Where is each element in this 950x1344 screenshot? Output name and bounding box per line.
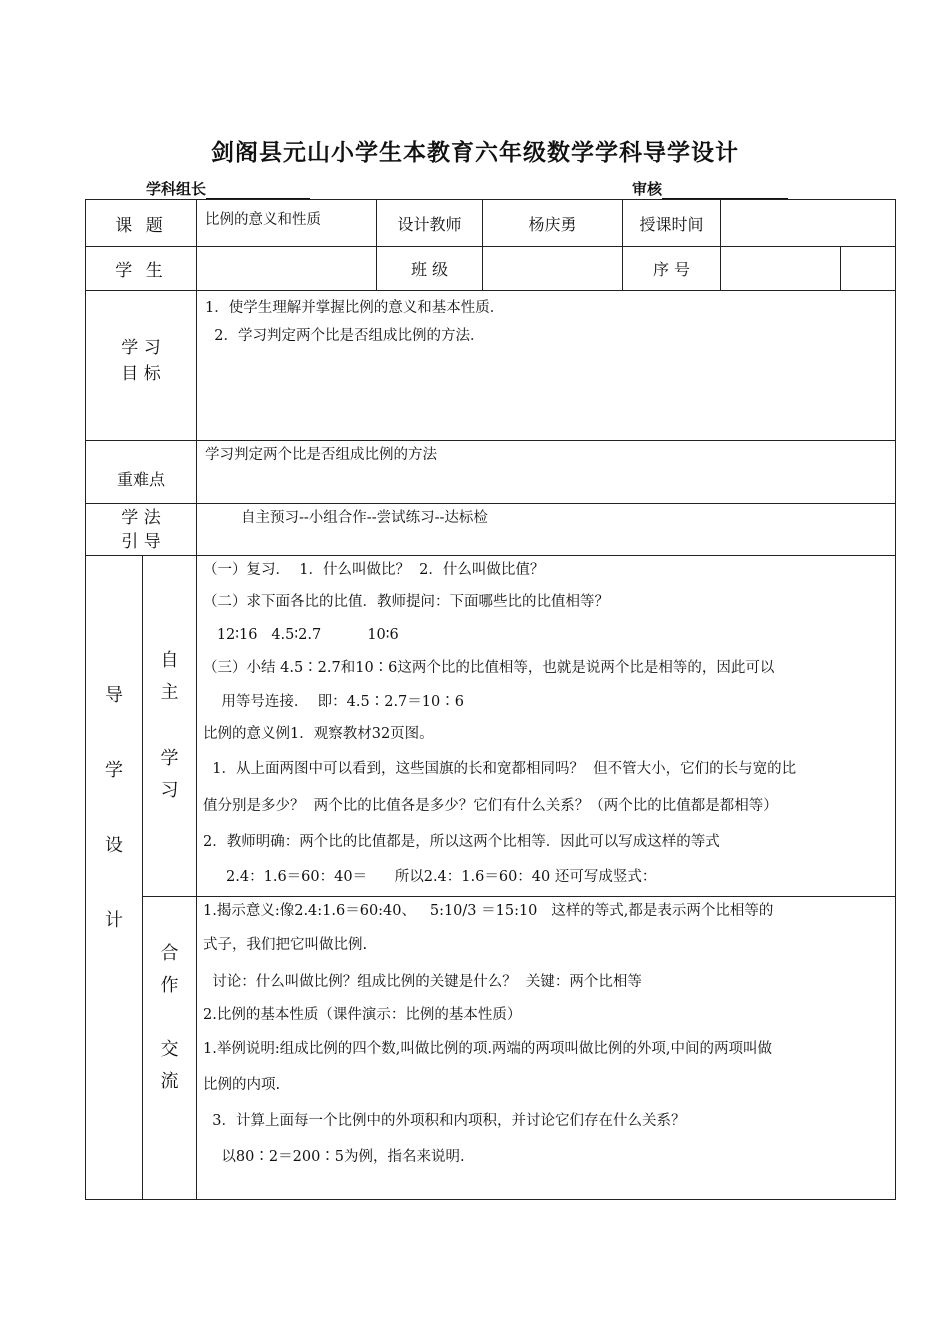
self-study-row xyxy=(86,556,896,897)
content-line: （三）小结 4.5∶2.7和10∶6这两个比的比值相等，也就是说两个比是相等的，因此可以 xyxy=(203,660,775,676)
cooperation-row xyxy=(86,897,896,1200)
content-line: 1．从上面两图中可以看到，这些国旗的长和宽都相同吗？ 但不管大小，它们的长与宽的比 xyxy=(203,761,797,777)
difficulty-row xyxy=(86,441,896,504)
seq-label: 序 号 xyxy=(623,247,721,291)
subject-leader-label: 学科组长 xyxy=(146,180,207,198)
guide-label-char: 导 xyxy=(105,684,123,706)
content-line: 3．计算上面每一个比例中的外项积和内项积，并讨论它们存在什么关系？ xyxy=(203,1113,686,1129)
subject-leader-field xyxy=(146,178,310,199)
cooperation-label-char: 合 xyxy=(160,943,179,964)
content-line: 12∶16 4.5∶2.7 10∶6 xyxy=(203,627,399,643)
seq-value xyxy=(721,247,841,291)
method-label-line2: 引 导 xyxy=(121,531,161,552)
content-line: （二）求下面各比的比值．教师提问：下面哪些比的比值相等？ xyxy=(203,594,609,610)
self-study-label-char: 学 xyxy=(160,748,179,769)
difficulty-label: 重难点 xyxy=(86,441,197,504)
self-study-label-char: 主 xyxy=(160,682,179,703)
content-line: 用等号连接． 即：4.5∶2.7＝10∶6 xyxy=(203,694,464,710)
objectives-label xyxy=(86,291,197,441)
content-line: 以80∶2＝200∶5为例，指名来说明. xyxy=(203,1149,465,1165)
objectives-label-line1: 学 习 xyxy=(121,337,161,358)
content-line: 式子，我们把它叫做比例. xyxy=(203,937,368,953)
content-line: 值分别是多少？ 两个比的比值各是多少？它们有什么关系？（两个比的比值都是都相等） xyxy=(203,798,778,814)
self-study-content xyxy=(197,556,896,897)
content-line: 2.比例的基本性质（课件演示：比例的基本性质） xyxy=(203,1007,522,1023)
seq-extra xyxy=(841,247,896,291)
topic-row xyxy=(86,200,896,247)
cooperation-content xyxy=(197,897,896,1200)
content-line: 1.举例说明:组成比例的四个数,叫做比例的项.两端的两项叫做比例的外项,中间的两项叫做 xyxy=(203,1041,773,1057)
time-value xyxy=(721,200,896,247)
review-blank xyxy=(662,182,788,199)
content-line: 1.揭示意义:像2.4:1.6＝60:40、 5:10/3 ＝15:10 这样的等式,都是表示两个比相等的 xyxy=(203,903,774,919)
guide-label-char: 计 xyxy=(105,909,123,931)
objectives-content xyxy=(197,291,896,441)
cooperation-label-char: 作 xyxy=(160,975,179,996)
time-label: 授课时间 xyxy=(623,200,721,247)
content-line: 讨论：什么叫做比例？组成比例的关键是什么？ 关键：两个比相等 xyxy=(203,974,642,990)
designer-value: 杨庆勇 xyxy=(483,200,623,247)
guide-label-char: 设 xyxy=(105,834,123,856)
objective-item: 1．使学生理解并掌握比例的意义和基本性质． xyxy=(205,300,505,316)
topic-value: 比例的意义和性质 xyxy=(197,200,377,247)
objectives-label-line2: 目 标 xyxy=(121,363,161,384)
content-line: 比例的内项. xyxy=(203,1077,281,1093)
method-content: 自主预习--小组合作--尝试练习--达标检 xyxy=(197,504,896,556)
difficulty-content: 学习判定两个比是否组成比例的方法 xyxy=(197,441,896,504)
cooperation-label-char: 流 xyxy=(160,1071,179,1092)
student-row xyxy=(86,247,896,291)
self-study-label xyxy=(143,556,197,897)
content-line: 2．教师明确：两个比的比值都是，所以这两个比相等．因此可以写成这样的等式 xyxy=(203,834,720,850)
designer-label: 设计教师 xyxy=(377,200,483,247)
content-line: 2.4：1.6＝60：40＝ 所以2.4：1.6＝60：40 还可写成竖式： xyxy=(203,869,657,885)
topic-label: 课 题 xyxy=(86,200,197,247)
self-study-label-char: 自 xyxy=(160,650,179,671)
class-value xyxy=(483,247,623,291)
method-label-line1: 学 法 xyxy=(121,507,161,528)
self-study-label-char: 习 xyxy=(160,780,179,801)
method-row xyxy=(86,504,896,556)
document-title: 剑阁县元山小学生本教育六年级数学学科导学设计 xyxy=(211,140,739,166)
review-field xyxy=(632,178,788,199)
objectives-row xyxy=(86,291,896,441)
guide-label-char: 学 xyxy=(105,759,123,781)
review-label: 审核 xyxy=(632,180,663,198)
class-label: 班 级 xyxy=(377,247,483,291)
guide-label xyxy=(86,556,143,1200)
student-label: 学 生 xyxy=(86,247,197,291)
method-label xyxy=(86,504,197,556)
student-value xyxy=(197,247,377,291)
subject-leader-blank xyxy=(206,182,310,199)
cooperation-label-char: 交 xyxy=(160,1039,179,1060)
content-line: 比例的意义例1．观察教材32页图。 xyxy=(203,726,434,742)
cooperation-label xyxy=(143,897,197,1200)
content-line: （一）复习． 1．什么叫做比？ 2．什么叫做比值？ xyxy=(203,562,545,578)
lesson-table xyxy=(85,199,896,1200)
objective-item: 2．学习判定两个比是否组成比例的方法． xyxy=(205,328,485,344)
